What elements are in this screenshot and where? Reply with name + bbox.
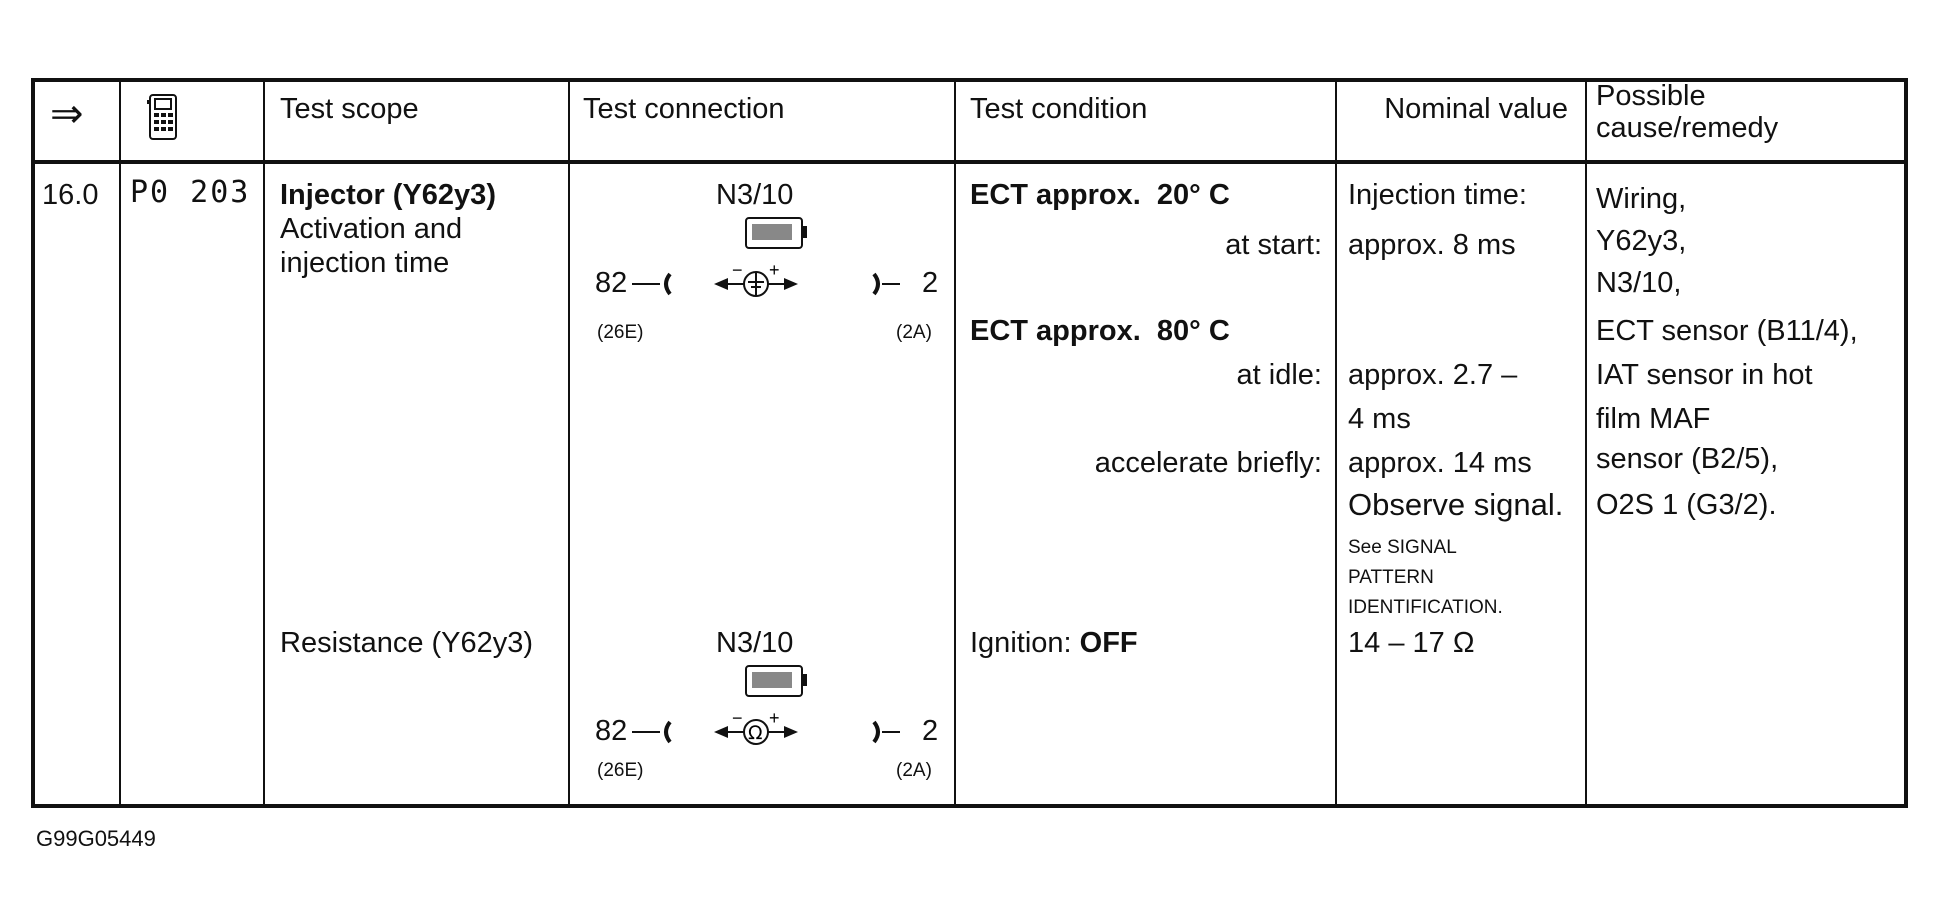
connection2-module-label: N3/10 — [716, 627, 794, 659]
remedy-line7: sensor (B2/5), — [1596, 443, 1779, 475]
figure-id: G99G05449 — [36, 826, 156, 851]
remedy-line4: ECT sensor (B11/4), — [1596, 315, 1858, 347]
control-module-icon — [740, 214, 810, 252]
right-arrow-icon: ⇒ — [50, 92, 84, 136]
remedy-line1: Wiring, — [1596, 183, 1687, 215]
connection2-right-sub: (2A) — [896, 760, 932, 781]
condition-at-start: at start: — [1225, 229, 1322, 261]
svg-text:+: + — [769, 262, 780, 280]
scope-title: Injector (Y62y3) — [280, 179, 496, 211]
remedy-line2: Y62y3, — [1596, 225, 1687, 257]
nominal-idle-value-1: approx. 2.7 – — [1348, 359, 1518, 391]
scope-line2: injection time — [280, 247, 450, 279]
connection1-module-label: N3/10 — [716, 179, 794, 211]
svg-text:−: − — [732, 710, 743, 728]
ohmmeter-symbol-icon — [632, 710, 932, 754]
nominal-resistance-value: 14 – 17 Ω — [1348, 627, 1475, 659]
voltmeter-symbol-icon — [632, 262, 932, 306]
header-possible-cause-line2: cause/remedy — [1596, 112, 1779, 144]
nominal-observe: Observe signal. — [1348, 487, 1564, 522]
condition-at-idle: at idle: — [1236, 359, 1322, 391]
condition-ect20: ECT approx. 20° C — [970, 179, 1230, 211]
header-nominal-value: Nominal value — [1384, 93, 1568, 125]
svg-text:−: − — [732, 262, 743, 280]
remedy-line8: O2S 1 (G3/2). — [1596, 489, 1777, 521]
nominal-start-value: approx. 8 ms — [1348, 229, 1516, 261]
nominal-see-line2: PATTERN — [1348, 567, 1434, 588]
header-possible-cause-line1: Possible — [1596, 80, 1706, 112]
condition-ignition-label: Ignition: — [970, 627, 1072, 659]
connection2-left-pin: 82 — [595, 715, 628, 747]
condition-accelerate: accelerate briefly: — [1094, 447, 1322, 479]
connection2-left-sub: (26E) — [597, 760, 644, 781]
connection1-left-sub: (26E) — [597, 322, 644, 343]
dtc-code: P0 203 — [130, 175, 251, 210]
connection1-left-pin: 82 — [595, 267, 628, 299]
tester-device-icon — [146, 92, 180, 142]
step-number: 16.0 — [42, 179, 99, 211]
scope-resistance: Resistance (Y62y3) — [280, 627, 534, 659]
svg-text:Ω: Ω — [748, 722, 763, 744]
connection1-right-sub: (2A) — [896, 322, 932, 343]
nominal-see-line1: See SIGNAL — [1348, 537, 1457, 558]
remedy-line5: IAT sensor in hot — [1596, 359, 1813, 391]
header-possible-cause — [1596, 80, 1778, 144]
nominal-see-line3: IDENTIFICATION. — [1348, 597, 1503, 618]
svg-text:+: + — [769, 710, 780, 728]
nominal-idle-value-2: 4 ms — [1348, 403, 1411, 435]
header-test-condition: Test condition — [970, 93, 1148, 125]
remedy-line6: film MAF — [1596, 403, 1711, 435]
condition-ignition-value: OFF — [1079, 627, 1138, 659]
nominal-injection-time: Injection time: — [1348, 179, 1527, 211]
condition-ignition — [970, 626, 1138, 660]
connection1-right-pin: 2 — [922, 267, 939, 299]
remedy-line3: N3/10, — [1596, 267, 1682, 299]
condition-ect80: ECT approx. 80° C — [970, 315, 1230, 347]
nominal-accel-value: approx. 14 ms — [1348, 447, 1532, 479]
header-test-scope: Test scope — [280, 93, 419, 125]
header-test-connection: Test connection — [583, 93, 785, 125]
control-module-icon — [740, 662, 810, 700]
connection2-right-pin: 2 — [922, 715, 939, 747]
scope-line1: Activation and — [280, 213, 463, 245]
